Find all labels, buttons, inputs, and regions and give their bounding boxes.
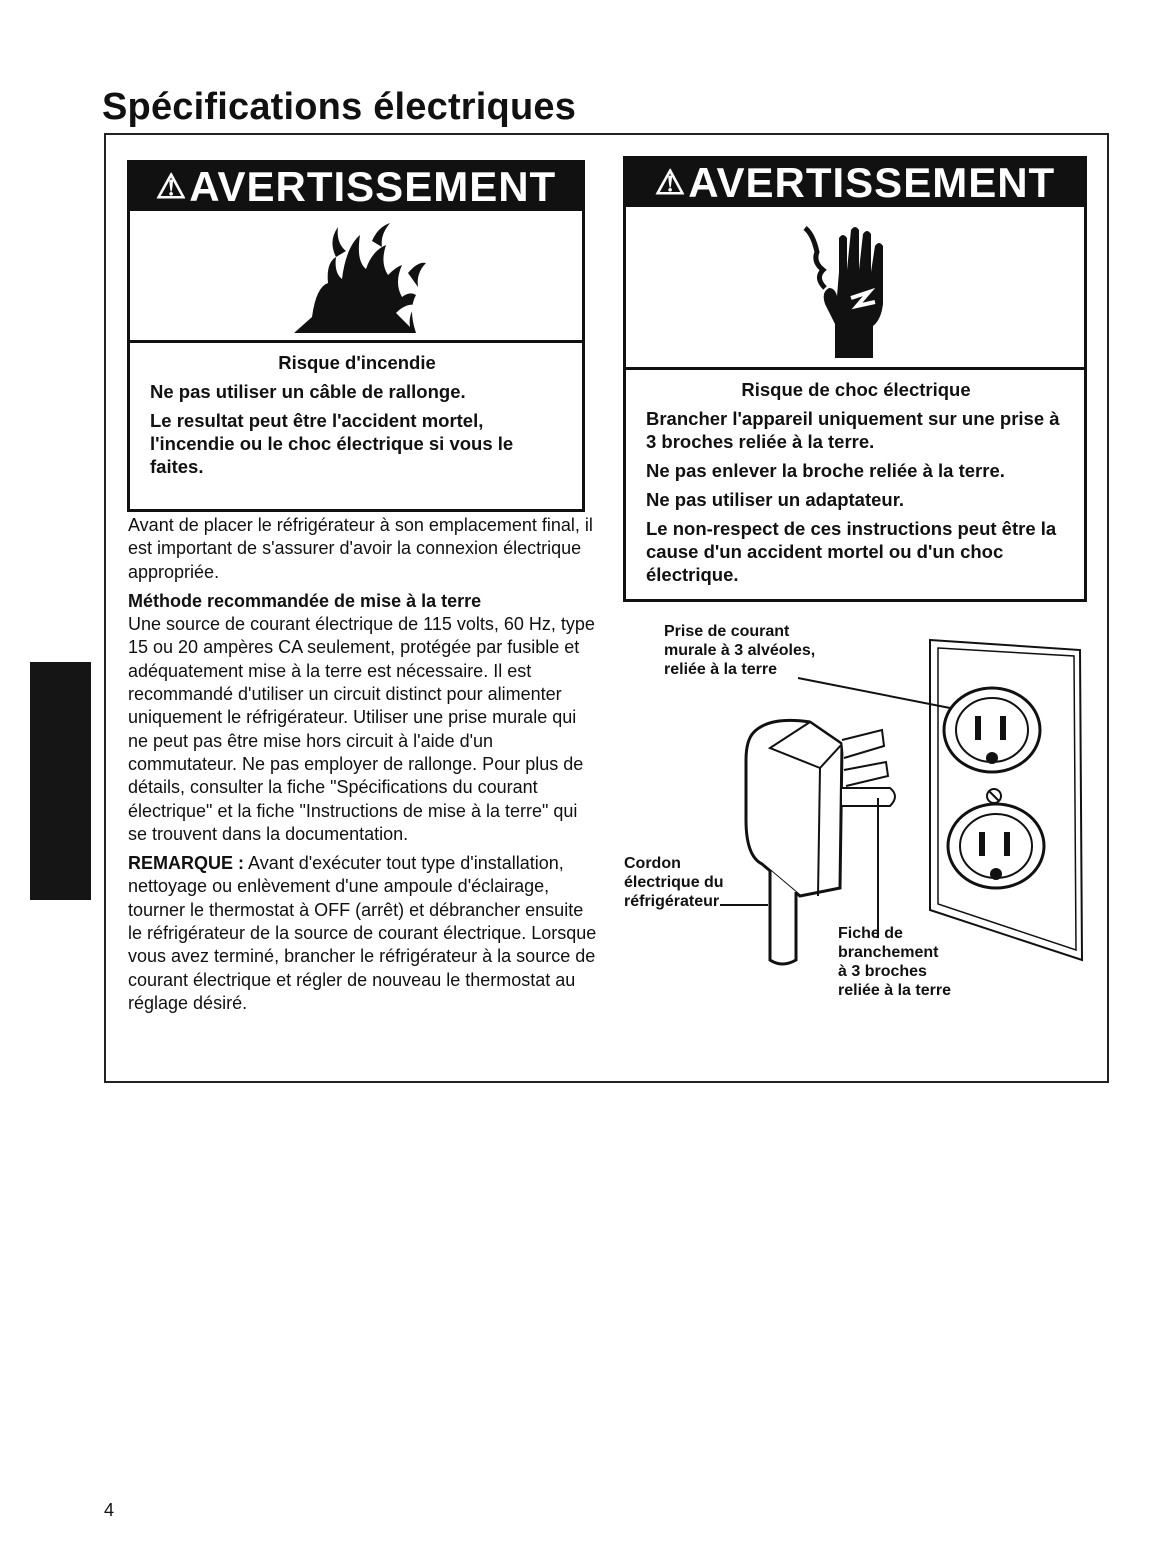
outlet-diagram <box>620 620 1100 1040</box>
warning-line: Ne pas utiliser un câble de rallonge. <box>150 381 466 402</box>
warning-header: ⚠ AVERTISSEMENT <box>626 159 1084 207</box>
note-paragraph: REMARQUE : Avant d'exécuter tout type d'installation, nettoyage ou enlèvement d'une ampoule d'éclairage, tourner le thermostat à OFF (arrêt) et débrancher ensuite le réfrigérateur de la source de courant électrique. Lorsque vous avez terminé, brancher le réfrigérateur à la source de courant électrique et régler de nouveau le thermostat au réglage désiré. <box>128 853 597 1013</box>
note-label: REMARQUE : <box>128 853 244 874</box>
warning-line: Ne pas enlever la broche reliée à la terre. <box>646 460 1005 481</box>
body-text <box>128 514 598 1021</box>
grounding-heading: Méthode recommandée de mise à la terre <box>128 590 482 611</box>
warning-line: Le non-respect de ces instructions peut être la cause d'un accident mortel ou d'un choc électrique. <box>646 518 1057 585</box>
intro-paragraph: Avant de placer le réfrigérateur à son emplacement final, il est important de s'assurer d'avoir la connexion électrique appropriée. <box>128 515 593 582</box>
fire-warning-box <box>127 160 585 512</box>
warning-subtitle: Risque de choc électrique <box>741 379 971 400</box>
plug-label: Fiche de branchement à 3 broches reliée à la terre <box>838 925 951 999</box>
warning-line: Brancher l'appareil uniquement sur une prise à 3 broches reliée à la terre. <box>646 408 1060 452</box>
page-number: 4 <box>104 1500 115 1520</box>
grounding-paragraph: Une source de courant électrique de 115 volts, 60 Hz, type 15 ou 20 ampères CA seulement, protégée par fusible et adéquatement mise à la terre est nécessaire. Il est recommandé d'utiliser un circuit distinct pour alimenter uniquement le réfrigérateur. Utiliser une prise murale qui ne peut pas être mise hors circuit à l'aide d'un commutateur. Ne pas employer de rallonge. Pour plus de détails, consulter la fiche "Spécifications du courant électrique" et la fiche "Instructions de mise à la terre" qui se trouvent dans la documentation. <box>128 614 595 844</box>
cord-label: Cordon électrique du réfrigérateur <box>624 855 724 910</box>
fire-icon <box>276 217 436 335</box>
page-title: Spécifications électriques <box>102 86 577 128</box>
shock-pictogram <box>626 207 1084 370</box>
shock-warning-box <box>623 156 1087 602</box>
section-tab <box>30 662 91 900</box>
warning-line: Ne pas utiliser un adaptateur. <box>646 489 905 510</box>
fire-pictogram <box>130 211 582 343</box>
warning-header: ⚠ AVERTISSEMENT <box>130 163 582 211</box>
outlet-label: Prise de courant murale à 3 alvéoles, reliée à la terre <box>664 623 816 678</box>
warning-triangle-icon: ⚠ <box>155 168 188 206</box>
warning-triangle-icon: ⚠ <box>654 164 687 202</box>
electric-shock-hand-icon <box>795 212 915 362</box>
warning-line: Le resultat peut être l'accident mortel, l'incendie ou le choc électrique si vous le faites. <box>150 410 514 477</box>
warning-subtitle: Risque d'incendie <box>278 352 436 373</box>
